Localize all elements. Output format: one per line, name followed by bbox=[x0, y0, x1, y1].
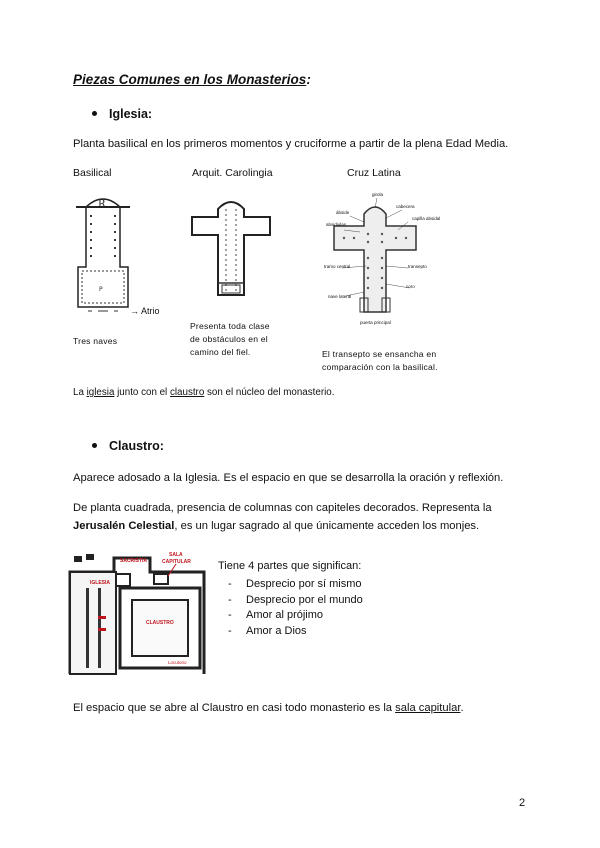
closing-paragraph bbox=[73, 699, 464, 717]
title-text: Piezas Comunes en los Monasterios bbox=[73, 72, 307, 87]
claustro-heading-text: Claustro: bbox=[109, 439, 164, 453]
basilical-caption: Tres naves bbox=[73, 336, 118, 346]
cruz-label: cabecera bbox=[396, 204, 415, 209]
page-title bbox=[73, 72, 311, 87]
iglesia-intro: Planta basilical en los primeros momentos y cruciforme a partir de la plena Edad Media. bbox=[73, 138, 509, 150]
sala-capitular-link[interactable]: sala capitular bbox=[395, 702, 461, 714]
title-colon: : bbox=[306, 72, 311, 87]
list-item: - Amor al prójimo bbox=[228, 608, 363, 624]
closing-text: . bbox=[460, 702, 464, 714]
svg-text:R: R bbox=[98, 199, 106, 210]
plan-label-locutorio: Locutorio bbox=[168, 660, 187, 665]
carolingia-caption-line: camino del fiel. bbox=[190, 347, 251, 357]
closing-text: El espacio que se abre al Claustro en casi todo monasterio es la bbox=[73, 702, 396, 714]
iglesia-heading-text: Iglesia: bbox=[109, 107, 153, 121]
claustro-p2-rest: , es un lugar sagrado al que únicamente acceden los monjes. bbox=[174, 520, 480, 532]
plan-label-iglesia: IGLESIA bbox=[90, 580, 111, 586]
plan-label-carolingia: Arquit. Carolingia bbox=[192, 167, 273, 179]
bullet-icon bbox=[92, 443, 97, 448]
svg-text:P: P bbox=[99, 286, 103, 293]
claustro-heading bbox=[92, 439, 164, 453]
cruz-label: absidiolas bbox=[326, 222, 347, 227]
claustro-p2-line bbox=[73, 517, 543, 535]
parts-list bbox=[228, 577, 363, 639]
plan-label-sacristia: SACRISTÍA bbox=[120, 558, 147, 564]
claustro-plan-image bbox=[68, 548, 208, 676]
list-item: - Desprecio por el mundo bbox=[228, 593, 363, 609]
plan-label-basilical: Basilical bbox=[73, 167, 112, 179]
cruz-label: coro bbox=[406, 284, 415, 289]
plan-label-capitular: CAPITULAR bbox=[162, 559, 191, 565]
iglesia-heading bbox=[92, 107, 152, 121]
iglesia-claustro-note bbox=[73, 387, 334, 398]
cruz-label: transepto bbox=[408, 264, 427, 269]
cruz-caption-line: comparación con la basilical. bbox=[322, 362, 438, 372]
carolingia-caption-line: de obstáculos en el bbox=[190, 334, 268, 344]
cruz-latina-plan-image bbox=[320, 188, 440, 330]
cruz-label: girola bbox=[372, 192, 384, 197]
plan-label-sala: SALA bbox=[169, 552, 183, 558]
list-item: - Amor a Dios bbox=[228, 624, 363, 640]
atrio-label: → Atrio bbox=[130, 306, 160, 316]
cruz-caption bbox=[322, 348, 438, 374]
note-text: La bbox=[73, 387, 87, 398]
carolingia-caption-line: Presenta toda clase bbox=[190, 321, 270, 331]
carolingia-plan-image bbox=[188, 197, 274, 303]
cruz-label: ábside bbox=[336, 210, 350, 215]
parts-intro: Tiene 4 partes que significan: bbox=[218, 560, 362, 572]
note-text: junto con el bbox=[114, 387, 170, 398]
claustro-p1: Aparece adosado a la Iglesia. Es el espacio en que se desarrolla la oración y reflexión. bbox=[73, 472, 504, 484]
jerusalen-celestial: Jerusalén Celestial bbox=[73, 520, 175, 532]
cruz-label: capilla absidal bbox=[412, 216, 440, 221]
basilical-plan-image bbox=[68, 195, 138, 317]
bullet-icon bbox=[92, 111, 97, 116]
claustro-link[interactable]: claustro bbox=[169, 387, 205, 398]
claustro-p2-line: De planta cuadrada, presencia de columnas con capiteles decorados. Representa la bbox=[73, 502, 492, 514]
iglesia-link[interactable]: iglesia bbox=[86, 387, 115, 398]
cruz-label: nave lateral bbox=[328, 294, 352, 299]
cruz-label: puerta principal bbox=[360, 320, 391, 325]
plan-label-cruz-latina: Cruz Latina bbox=[347, 167, 401, 179]
note-text: son el núcleo del monasterio. bbox=[204, 387, 335, 398]
cruz-label: tramo central bbox=[324, 264, 351, 269]
carolingia-caption bbox=[190, 320, 270, 359]
claustro-p2 bbox=[73, 499, 543, 535]
cruz-caption-line: El transepto se ensancha en bbox=[322, 349, 437, 359]
plan-label-claustro: CLAUSTRO bbox=[146, 620, 174, 626]
page-number: 2 bbox=[519, 797, 526, 809]
list-item: - Desprecio por sí mismo bbox=[228, 577, 363, 593]
